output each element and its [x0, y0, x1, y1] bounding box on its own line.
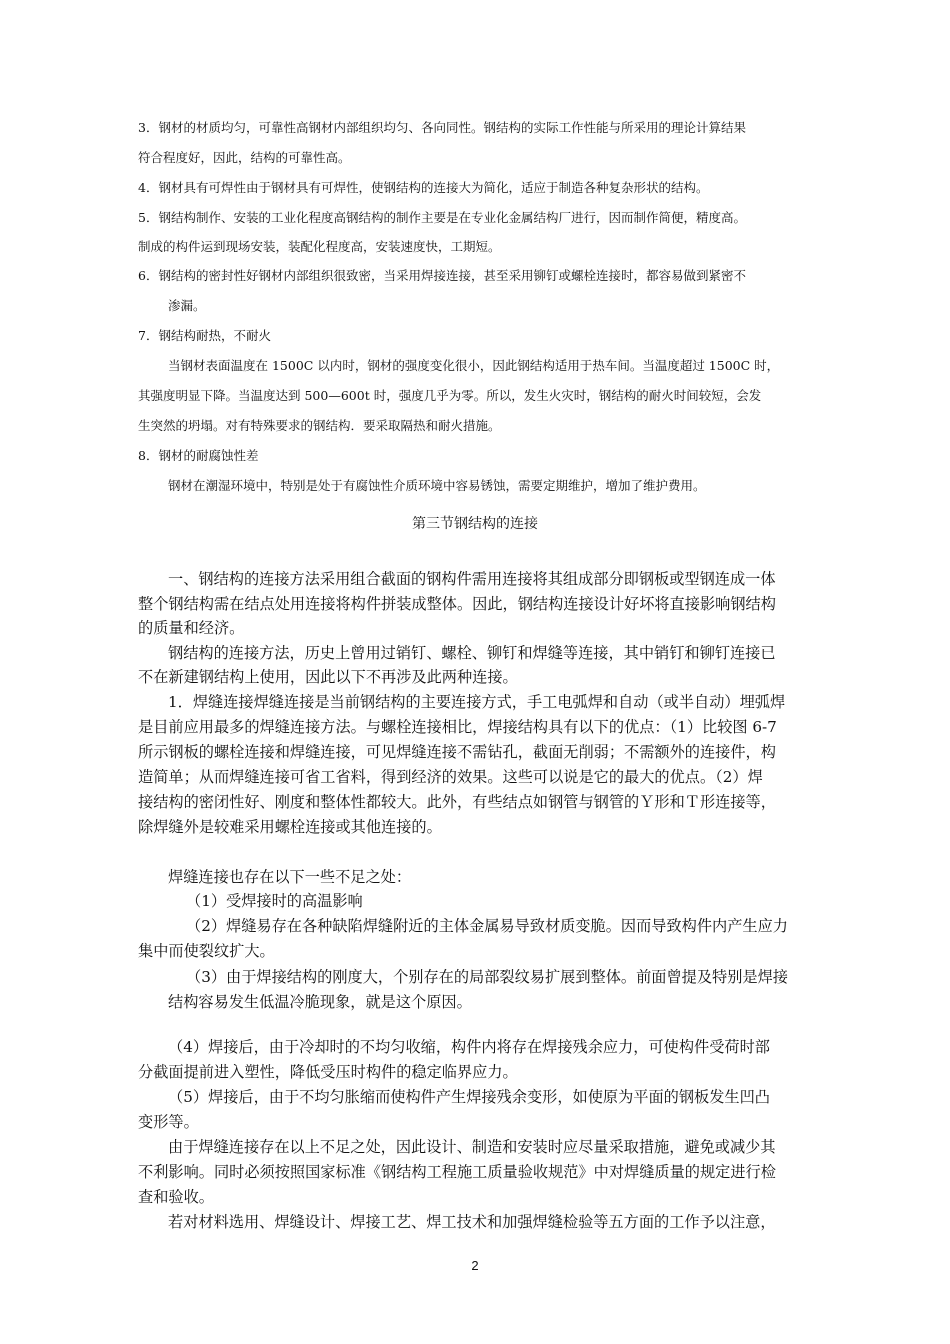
- shortcoming-item-3-line-2: 结构容易发生低温冷脆现象，就是这个原因。: [168, 993, 472, 1011]
- shortcoming-item-2-line-1: （2）焊缝易存在各种缺陷焊缝附近的主体金属易导致材质变脆。因而导致构件内产生应力: [186, 917, 788, 935]
- intro-line-1: 一、钢结构的连接方法采用组合截面的钢构件需用连接将其组成部分即钢板或型钢连成一体: [168, 570, 776, 588]
- intro-line-2: 整个钢结构需在结点处用连接将构件拼装成整体。因此，钢结构连接设计好坏将直接影响钢结构: [138, 595, 776, 613]
- item-7-title: 7．钢结构耐热，不耐火: [138, 328, 271, 343]
- intro-line-3: 的质量和经济。: [138, 619, 245, 637]
- weld-line-4: 造简单；从而焊缝连接可省工省料，得到经济的效果。这些可以说是它的最大的优点。（2）焊: [138, 768, 763, 786]
- methods-line-2: 不在新建钢结构上使用，因此以下不再涉及此两种连接。: [138, 668, 518, 686]
- item-5-line-1: 5．钢结构制作、安装的工业化程度高钢结构的制作主要是在专业化金属结构厂进行，因而制作简便，精度高。: [138, 210, 746, 225]
- item-8-title: 8．钢材的耐腐蚀性差: [138, 448, 259, 463]
- weld-line-3: 所示钢板的螺栓连接和焊缝连接，可见焊缝连接不需钻孔，截面无削弱；不需额外的连接件，构: [138, 743, 776, 761]
- last-line: 若对材料选用、焊缝设计、焊接工艺、焊工技术和加强焊缝检验等五方面的工作予以注意，: [168, 1213, 776, 1231]
- item-8-line-1: 钢材在潮湿环境中，特别是处于有腐蚀性介质环境中容易锈蚀，需要定期维护，增加了维护费用。: [168, 478, 706, 493]
- shortcoming-item-5-line-2: 变形等。: [138, 1113, 199, 1131]
- shortcoming-item-1: （1）受焊接时的高温影响: [186, 892, 363, 910]
- weld-line-5: 接结构的密闭性好、刚度和整体性都较大。此外，有些结点如钢管与钢管的Ｙ形和Ｔ形连接等，: [138, 793, 776, 811]
- item-7-line-3: 生突然的坍塌。对有特殊要求的钢结构．要采取隔热和耐火措施。: [138, 418, 501, 433]
- item-4-line-1: 4．钢材具有可焊性由于钢材具有可焊性，使钢结构的连接大为简化，适应于制造各种复杂形状的结构。: [138, 180, 709, 195]
- shortcoming-item-4-line-1: （4）焊接后，由于冷却时的不均匀收缩，构件内将存在焊接残余应力，可使构件受荷时部: [168, 1038, 770, 1056]
- page-number: 2: [471, 1258, 479, 1273]
- item-7-line-2: 其强度明显下降。当温度达到 500—600t 时，强度几乎为零。所以，发生火灾时，钢结构的耐火时间较短，会发: [138, 388, 762, 403]
- section-heading: 第三节钢结构的连接: [412, 516, 538, 532]
- item-6-line-2: 渗漏。: [168, 298, 206, 313]
- shortcomings-intro: 焊缝连接也存在以下一些不足之处：: [168, 868, 411, 886]
- item-7-line-1: 当钢材表面温度在 1500C 以内时，钢材的强度变化很小，因此钢结构适用于热车间。当温度超过 1500C 时，: [168, 358, 780, 373]
- shortcoming-item-2-line-2: 集中而使裂纹扩大。: [138, 942, 275, 960]
- shortcoming-item-5-line-1: （5）焊接后，由于不均匀胀缩而使构件产生焊接残余变形，如使原为平面的钢板发生凹凸: [168, 1088, 770, 1106]
- shortcoming-item-3-line-1: （3）由于焊接结构的刚度大，个别存在的局部裂纹易扩展到整体。前面曾提及特别是焊接: [186, 968, 788, 986]
- weld-line-2: 是目前应用最多的焊缝连接方法。与螺栓连接相比，焊接结构具有以下的优点：（1）比较图 6-7: [138, 718, 777, 736]
- weld-line-6: 除焊缝外是较难采用螺栓连接或其他连接的。: [138, 818, 442, 836]
- conclusion-line-1: 由于焊缝连接存在以上不足之处，因此设计、制造和安装时应尽量采取措施，避免或减少其: [168, 1138, 776, 1156]
- conclusion-line-2: 不利影响。同时必须按照国家标准《钢结构工程施工质量验收规范》中对焊缝质量的规定进行检: [138, 1163, 776, 1181]
- item-6-line-1: 6．钢结构的密封性好钢材内部组织很致密，当采用焊接连接，甚至采用铆钉或螺栓连接时，都容易做到紧密不: [138, 268, 746, 283]
- shortcoming-item-4-line-2: 分截面提前进入塑性，降低受压时构件的稳定临界应力。: [138, 1063, 518, 1081]
- item-3-line-1: 3．钢材的材质均匀，可靠性高钢材内部组织均匀、各向同性。钢结构的实际工作性能与所采用的理论计算结果: [138, 120, 746, 135]
- weld-line-1: 1．焊缝连接焊缝连接是当前钢结构的主要连接方式，手工电弧焊和自动（或半自动）埋弧焊: [168, 693, 786, 711]
- item-5-line-2: 制成的构件运到现场安装，装配化程度高，安装速度快，工期短。: [138, 239, 501, 254]
- methods-line-1: 钢结构的连接方法，历史上曾用过销钉、螺栓、铆钉和焊缝等连接，其中销钉和铆钉连接已: [168, 644, 776, 662]
- item-3-line-2: 符合程度好，因此，结构的可靠性高。: [138, 150, 351, 165]
- conclusion-line-3: 查和验收。: [138, 1188, 214, 1206]
